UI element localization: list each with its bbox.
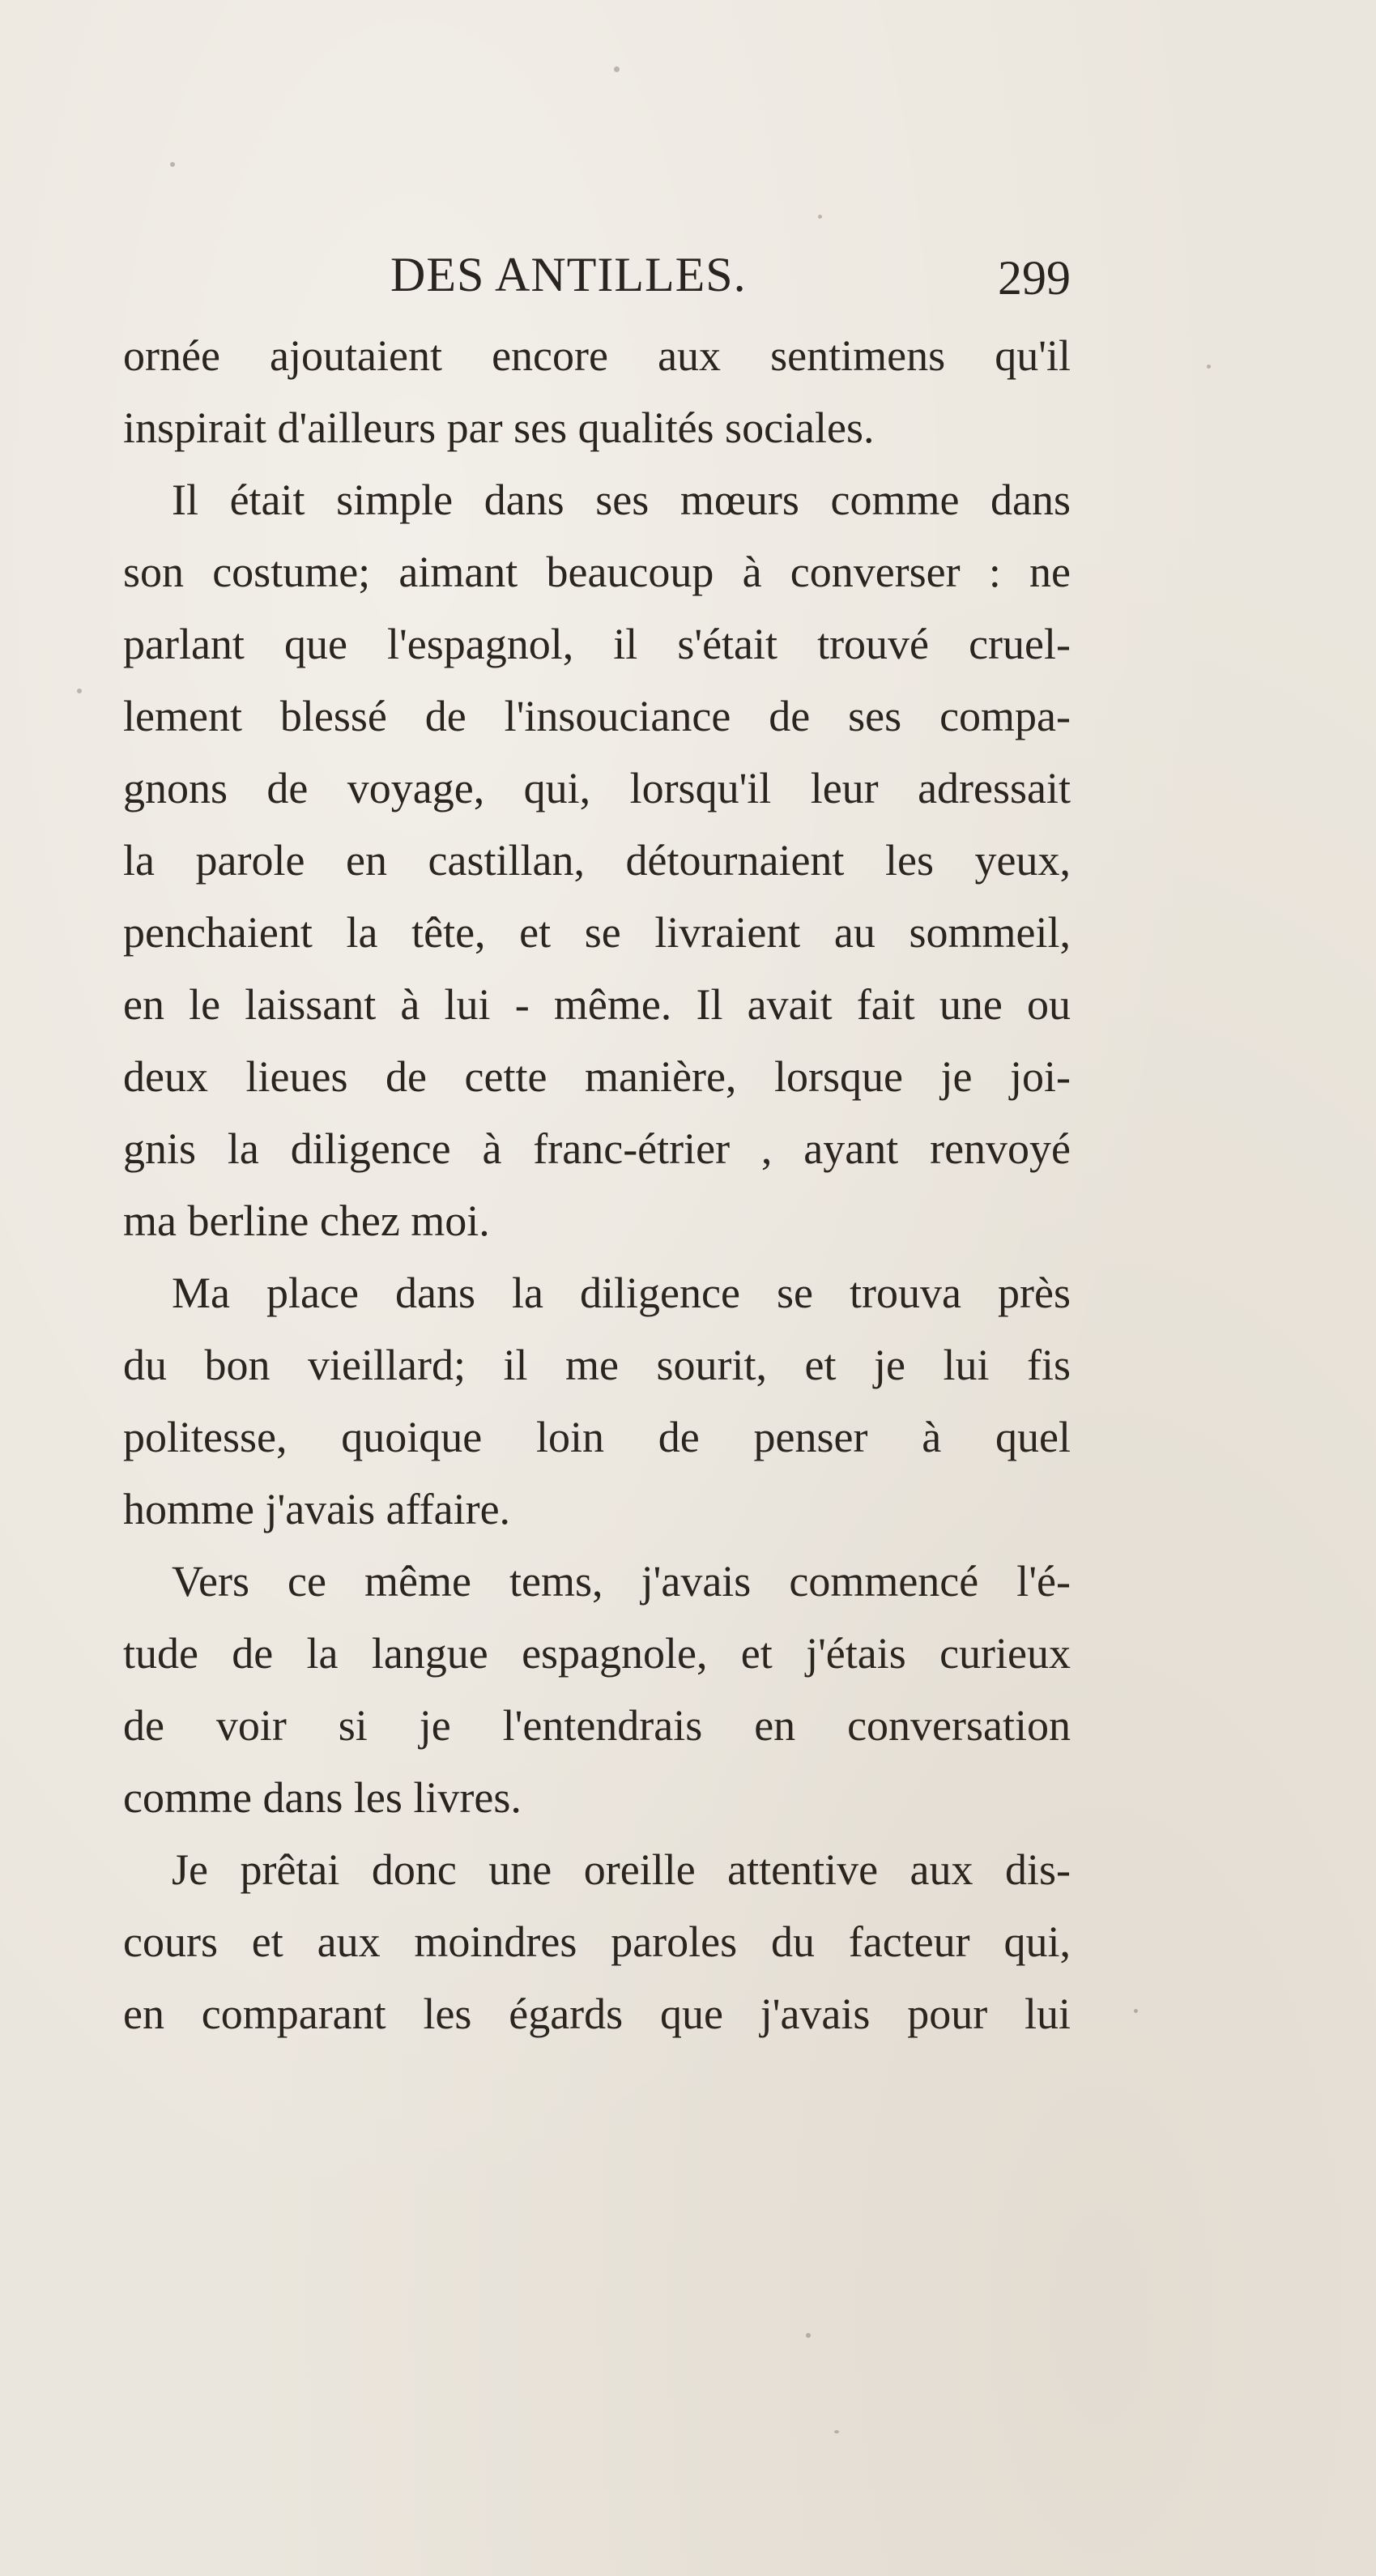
text-line: gnis la diligence à franc-étrier , ayant renvoyé xyxy=(123,1124,1071,1173)
text-line: de voir si je l'entendrais en conversation xyxy=(123,1701,1071,1750)
text-line: cours et aux moindres paroles du facteur qui, xyxy=(123,1917,1071,1966)
text-line: en comparant les égards que j'avais pour lui xyxy=(123,1990,1071,2038)
running-head: DES ANTILLES. xyxy=(390,248,747,301)
text-line: inspirait d'ailleurs par ses qualités sociales. xyxy=(123,403,875,452)
text-line: tude de la langue espagnole, et j'étais curieux xyxy=(123,1629,1071,1678)
text-line: Vers ce même tems, j'avais commencé l'é- xyxy=(172,1557,1071,1606)
text-line: Je prêtai donc une oreille attentive aux dis- xyxy=(172,1845,1071,1894)
paper-speck xyxy=(834,2430,839,2433)
paper-speck xyxy=(77,689,82,693)
paper-speck xyxy=(170,162,175,167)
text-line: ma berline chez moi. xyxy=(123,1196,490,1245)
text-line: son costume; aimant beaucoup à converser : ne xyxy=(123,548,1071,596)
text-line: lement blessé de l'insouciance de ses compa- xyxy=(123,692,1071,740)
text-line: politesse, quoique loin de penser à quel xyxy=(123,1413,1071,1461)
page-number: 299 xyxy=(998,251,1071,305)
text-line: deux lieues de cette manière, lorsque je joi- xyxy=(123,1052,1071,1101)
paper-speck xyxy=(1207,365,1211,369)
text-line: Ma place dans la diligence se trouva près xyxy=(172,1269,1071,1317)
text-line: ornée ajoutaient encore aux sentimens qu'il xyxy=(123,331,1071,380)
paper-speck xyxy=(614,66,620,72)
paper-speck xyxy=(806,2333,811,2338)
text-line: homme j'avais affaire. xyxy=(123,1485,511,1533)
paper-speck xyxy=(1134,2009,1138,2013)
text-line: comme dans les livres. xyxy=(123,1773,522,1822)
text-line: penchaient la tête, et se livraient au sommeil, xyxy=(123,908,1071,957)
text-line: la parole en castillan, détournaient les yeux, xyxy=(123,836,1071,885)
text-line: en le laissant à lui - même. Il avait fait une ou xyxy=(123,980,1071,1029)
page-header xyxy=(123,247,1071,320)
text-line: gnons de voyage, qui, lorsqu'il leur adressait xyxy=(123,764,1071,812)
paper-speck xyxy=(818,215,822,219)
text-line: parlant que l'espagnol, il s'était trouvé cruel- xyxy=(123,620,1071,668)
text-line: Il était simple dans ses mœurs comme dans xyxy=(172,476,1071,524)
body-text xyxy=(123,320,1071,2050)
text-line: du bon vieillard; il me sourit, et je lui fis xyxy=(123,1341,1071,1389)
